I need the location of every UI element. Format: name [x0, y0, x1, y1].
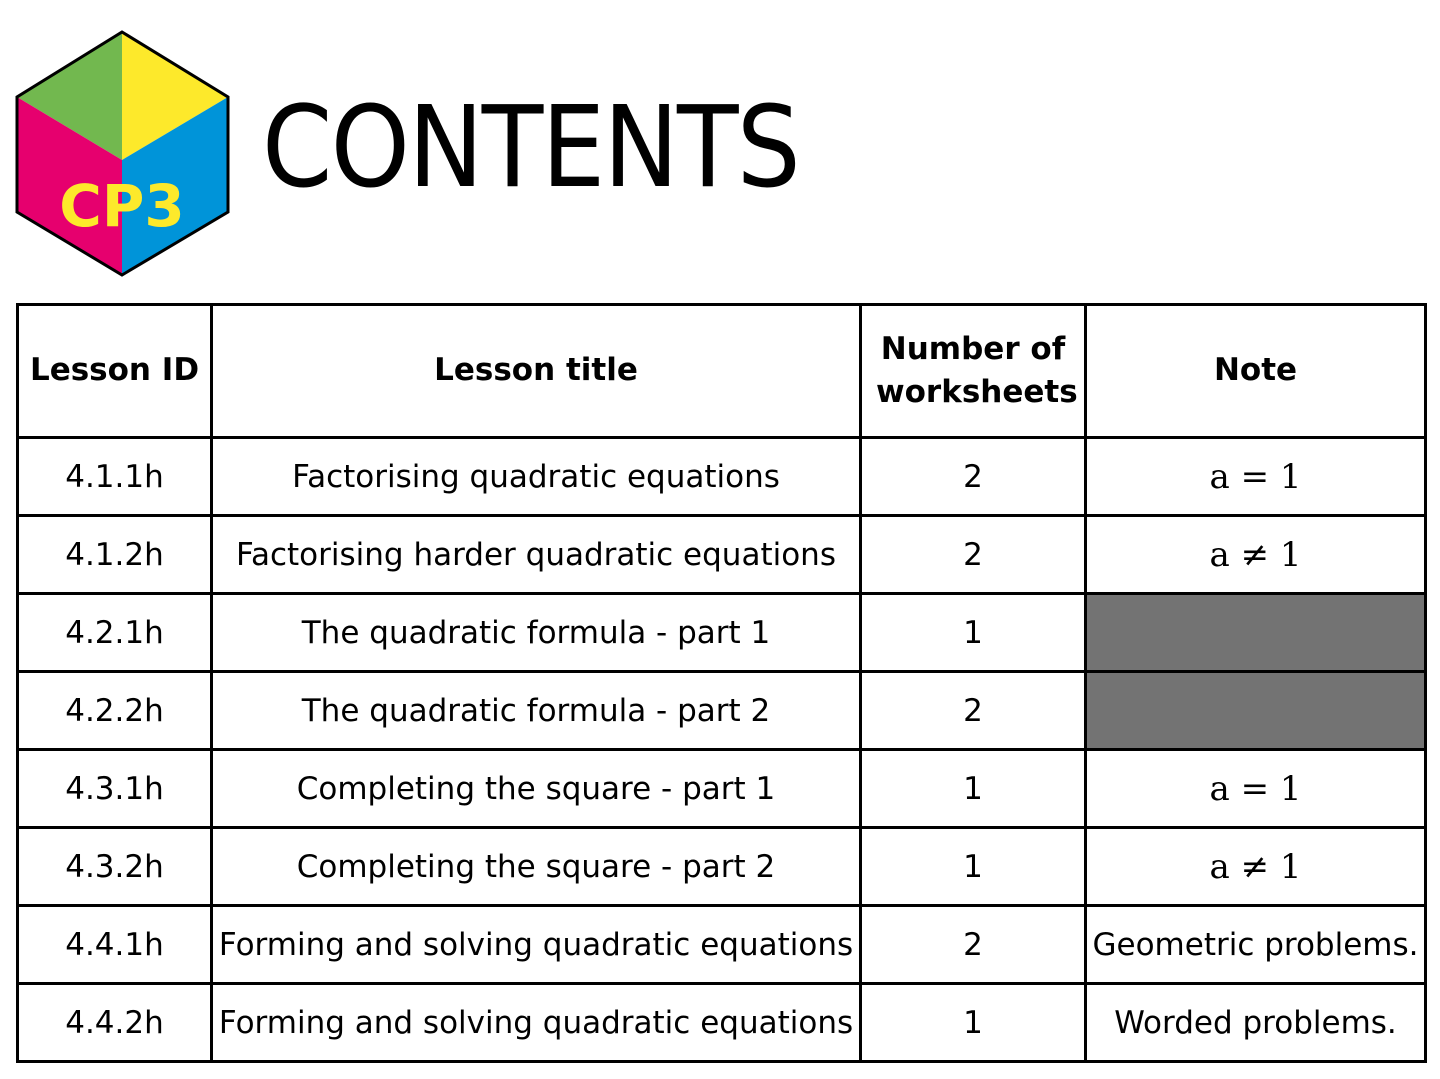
table-row [18, 984, 1426, 1062]
lesson-id-cell: 4.4.2h [18, 984, 212, 1062]
header-lesson-id: Lesson ID [18, 305, 212, 438]
contents-table [16, 303, 1427, 1063]
lesson-id-cell: 4.1.1h [18, 438, 212, 516]
lesson-id-cell: 4.2.1h [18, 594, 212, 672]
table-row [18, 516, 1426, 594]
worksheet-count-cell: 1 [861, 594, 1086, 672]
lesson-id-cell: 4.2.2h [18, 672, 212, 750]
lesson-title-cell: The quadratic formula - part 2 [212, 672, 861, 750]
lesson-id-cell: 4.3.1h [18, 750, 212, 828]
note-cell: a ≠ 1 [1086, 516, 1426, 594]
lesson-title-cell: Factorising harder quadratic equations [212, 516, 861, 594]
table-row [18, 438, 1426, 516]
table-header-row [18, 305, 1426, 438]
lesson-title-cell: Factorising quadratic equations [212, 438, 861, 516]
table-row [18, 828, 1426, 906]
note-cell: Worded problems. [1086, 984, 1426, 1062]
lesson-title-cell: Forming and solving quadratic equations [212, 906, 861, 984]
note-cell-empty [1086, 594, 1426, 672]
cp3-logo [0, 0, 250, 290]
lesson-id-cell: 4.3.2h [18, 828, 212, 906]
note-cell: a = 1 [1086, 750, 1426, 828]
note-cell: a = 1 [1086, 438, 1426, 516]
lesson-id-cell: 4.1.2h [18, 516, 212, 594]
note-cell-empty [1086, 672, 1426, 750]
table-row [18, 594, 1426, 672]
lesson-title-cell: Completing the square - part 2 [212, 828, 861, 906]
lesson-title-cell: Forming and solving quadratic equations [212, 984, 861, 1062]
header-note: Note [1086, 305, 1426, 438]
header-lesson-title: Lesson title [212, 305, 861, 438]
logo-text: CP3 [59, 172, 185, 240]
note-cell: a ≠ 1 [1086, 828, 1426, 906]
header-number-of-worksheets: Number of worksheets [861, 305, 1086, 438]
table-row [18, 750, 1426, 828]
lesson-title-cell: The quadratic formula - part 1 [212, 594, 861, 672]
worksheet-count-cell: 2 [861, 438, 1086, 516]
worksheet-count-cell: 1 [861, 828, 1086, 906]
table-row [18, 672, 1426, 750]
worksheet-count-cell: 2 [861, 516, 1086, 594]
worksheet-count-cell: 1 [861, 750, 1086, 828]
worksheet-count-cell: 2 [861, 672, 1086, 750]
worksheet-count-cell: 2 [861, 906, 1086, 984]
table-row [18, 906, 1426, 984]
lesson-title-cell: Completing the square - part 1 [212, 750, 861, 828]
note-cell: Geometric problems. [1086, 906, 1426, 984]
worksheet-count-cell: 1 [861, 984, 1086, 1062]
page-title: CONTENTS [262, 83, 799, 213]
lesson-id-cell: 4.4.1h [18, 906, 212, 984]
